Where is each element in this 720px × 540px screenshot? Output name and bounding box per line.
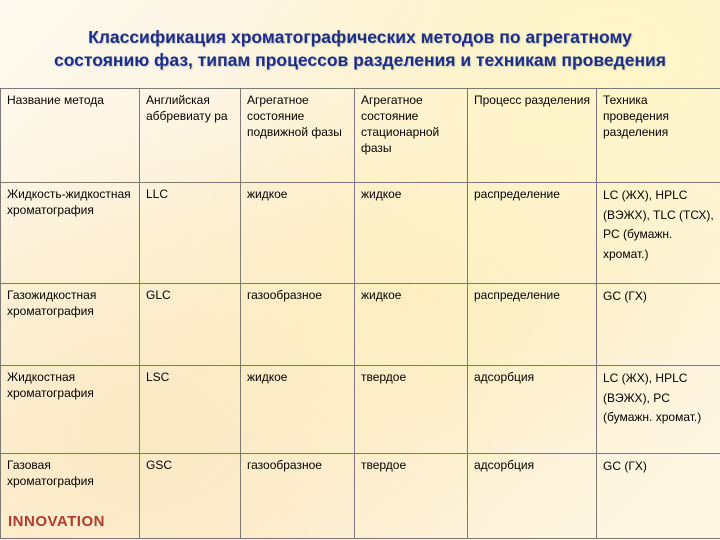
table-cell: Газожидкостная хроматография — [1, 284, 140, 366]
header-cell: Техника проведения разделения — [597, 89, 720, 183]
table-row — [1, 284, 720, 366]
table-cell: газообразное — [241, 454, 355, 539]
table-cell: LC (ЖХ), HPLC (ВЭЖХ), TLC (ТСХ), PC (бумажн. хромат.) — [597, 183, 720, 284]
table-cell: Жидкостная хроматография — [1, 366, 140, 454]
table-cell: твердое — [355, 454, 468, 539]
table-cell: жидкое — [355, 183, 468, 284]
header-cell: Агрегатное состояние подвижной фазы — [241, 89, 355, 183]
title-line-1: Классификация хроматографических методов по агрегатному — [88, 27, 632, 47]
classification-table — [0, 88, 720, 539]
table-cell: адсорбция — [468, 454, 597, 539]
table-cell: LC (ЖХ), HPLC (ВЭЖХ), PC (бумажн. хромат.) — [597, 366, 720, 454]
table-cell: GC (ГХ) — [597, 454, 720, 539]
table-row — [1, 183, 720, 284]
title-line-2: состоянию фаз, типам процессов разделения и техникам проведения — [53, 50, 666, 70]
table-row — [1, 454, 720, 539]
table-cell: LSC — [140, 366, 241, 454]
table-cell: Жидкость-жидкостная хроматография — [1, 183, 140, 284]
table-cell: LLC — [140, 183, 241, 284]
table-cell: Газовая хроматография — [1, 454, 140, 539]
table-cell: GSC — [140, 454, 241, 539]
table-cell: газообразное — [241, 284, 355, 366]
table-cell: твердое — [355, 366, 468, 454]
table-cell: GC (ГХ) — [597, 284, 720, 366]
header-cell: Процесс разделения — [468, 89, 597, 183]
brand-logo: INNOVATION — [8, 513, 105, 530]
header-cell: Название метода — [1, 89, 140, 183]
slide-title — [0, 26, 720, 72]
table-row — [1, 366, 720, 454]
table-cell: распределение — [468, 284, 597, 366]
header-cell: Английская аббревиату ра — [140, 89, 241, 183]
table-header-row — [1, 89, 720, 183]
header-cell: Агрегатное состояние стационарной фазы — [355, 89, 468, 183]
table-cell: GLC — [140, 284, 241, 366]
table-cell: распределение — [468, 183, 597, 284]
table-cell: жидкое — [355, 284, 468, 366]
table-cell: жидкое — [241, 183, 355, 284]
table-cell: жидкое — [241, 366, 355, 454]
table-cell: адсорбция — [468, 366, 597, 454]
